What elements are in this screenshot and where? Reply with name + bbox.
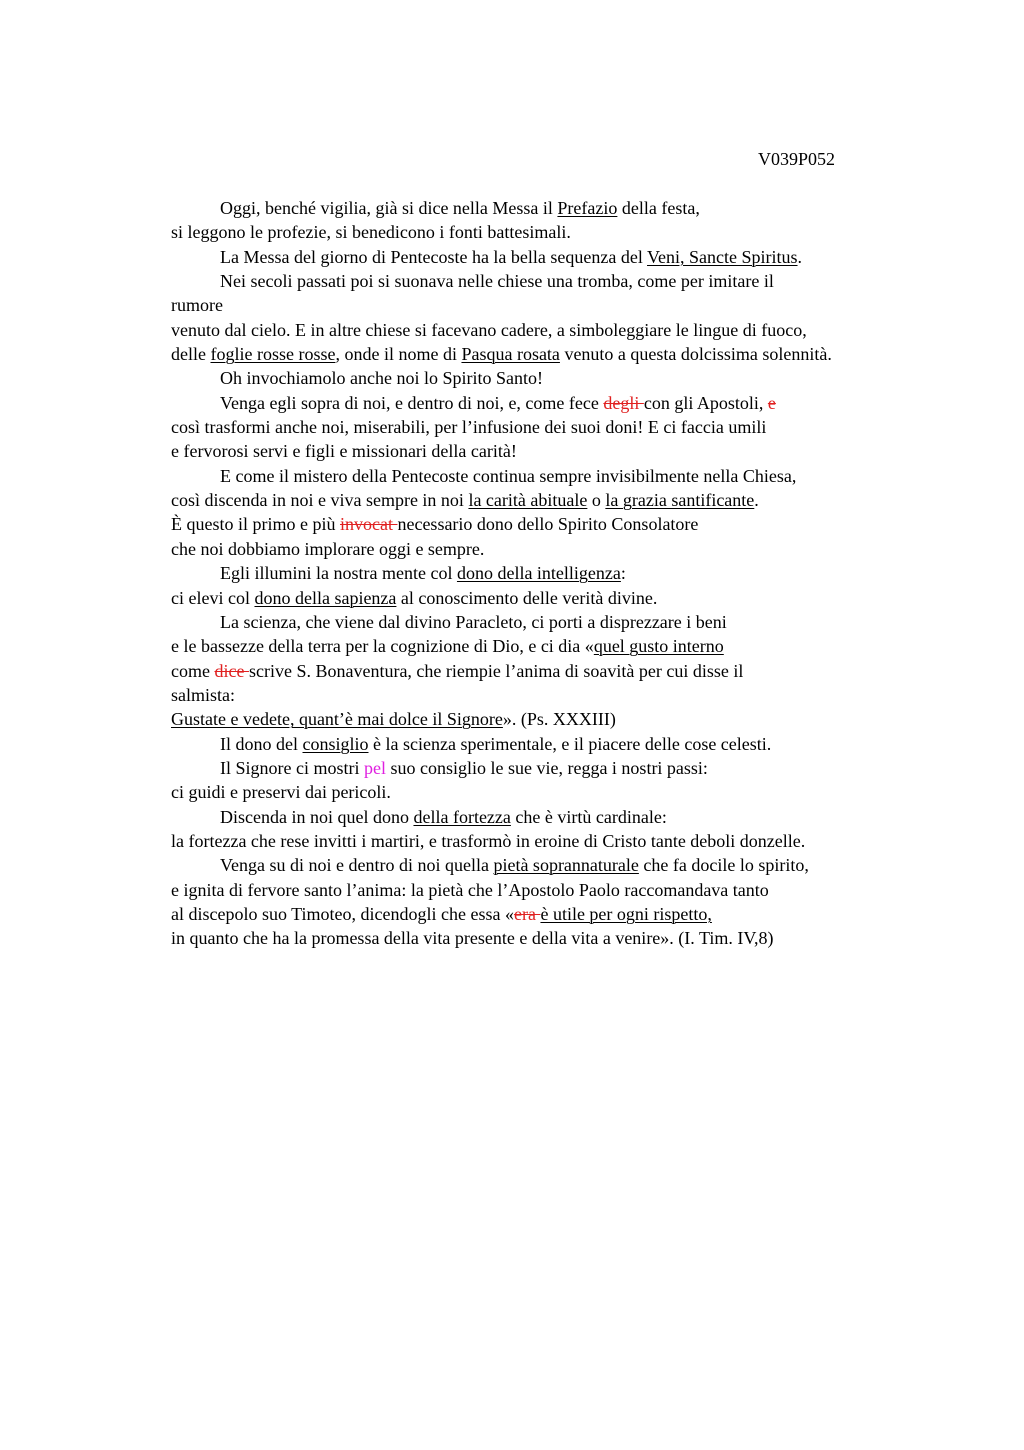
text-line	[171, 805, 971, 829]
text-line	[171, 439, 971, 463]
text-line	[171, 926, 971, 950]
text-segment: Venga egli sopra di noi, e dentro di noi, e, come fece	[220, 392, 604, 413]
text-segment: .	[797, 246, 803, 267]
text-segment: ». (Ps. XXXIII)	[502, 709, 616, 730]
text-segment: ci elevi col	[171, 587, 255, 608]
text-line	[171, 756, 971, 780]
text-line	[171, 561, 971, 585]
underlined-text: dono della intelligenza	[456, 563, 621, 584]
text-segment: Egli illumini la nostra mente col	[220, 563, 457, 584]
text-segment: al conoscimento delle verità divine.	[396, 587, 658, 608]
text-segment: che fa docile lo spirito,	[638, 855, 809, 876]
deleted-text: degli	[603, 392, 644, 413]
text-segment: scrive S. Bonaventura, che riempie l’anima di soavità per cui disse il	[248, 660, 744, 681]
underlined-text: Veni, Sancte Spiritus	[647, 246, 798, 267]
deleted-text: era	[513, 903, 541, 924]
inserted-text: pel	[363, 757, 386, 778]
text-segment: così discenda in noi e viva sempre in noi	[171, 490, 469, 511]
text-line	[171, 196, 971, 220]
text-segment: al discepolo suo Timoteo, dicendogli che essa «	[171, 903, 514, 924]
text-segment: come	[171, 660, 215, 681]
text-line	[171, 318, 971, 342]
text-segment: Venga su di noi e dentro di noi quella	[220, 855, 494, 876]
text-segment: che è virtù cardinale:	[510, 806, 667, 827]
underlined-text: Gustate e vedete, quant’è mai dolce il Signore	[171, 709, 503, 730]
underlined-text: dono della sapienza	[254, 587, 397, 608]
text-segment: necessario dono dello Spirito Consolatore	[397, 514, 699, 535]
page-identifier: V039P052	[758, 149, 836, 169]
deleted-text: invocat	[339, 514, 398, 535]
text-segment: ci guidi e preservi dai pericoli.	[171, 782, 391, 803]
text-line	[171, 464, 971, 488]
text-line	[171, 878, 971, 902]
deleted-text: e	[767, 392, 776, 413]
text-segment: o	[587, 490, 606, 511]
underlined-text: Pasqua rosata	[461, 344, 560, 365]
underlined-text: è utile per ogni rispetto,	[540, 903, 712, 924]
underlined-text: foglie rosse rosse	[210, 344, 336, 365]
text-line	[171, 293, 971, 317]
text-segment: Oggi, benché vigilia, già si dice nella Messa il	[220, 198, 558, 218]
text-line	[171, 342, 971, 366]
text-line	[171, 659, 971, 683]
text-segment: in quanto che ha la promessa della vita presente e della vita a venire». (I. Tim. IV,8)	[171, 928, 774, 949]
text-line	[171, 634, 971, 658]
text-segment: è la scienza sperimentale, e il piacere delle cose celesti.	[368, 733, 772, 754]
text-segment: e ignita di fervore santo l’anima: la pietà che l’Apostolo Paolo raccomandava tanto	[171, 879, 769, 900]
text-line	[171, 269, 971, 293]
text-line	[171, 683, 971, 707]
text-line	[171, 415, 971, 439]
underlined-text: la grazia santificante	[605, 490, 755, 511]
text-line	[171, 780, 971, 804]
text-line	[171, 610, 971, 634]
text-segment: venuto dal cielo. E in altre chiese si facevano cadere, a simboleggiare le lingue di fuoco,	[171, 319, 807, 340]
text-line	[171, 707, 971, 731]
text-segment: rumore	[171, 295, 223, 316]
text-segment: che noi dobbiamo implorare oggi e sempre.	[171, 538, 485, 559]
text-segment: E come il mistero della Pentecoste continua sempre invisibilmente nella Chiesa,	[220, 465, 797, 486]
underlined-text: consiglio	[302, 733, 369, 754]
text-segment: venuto a questa dolcissima solennità.	[559, 344, 832, 365]
text-line	[171, 391, 971, 415]
text-segment: La Messa del giorno di Pentecoste ha la bella sequenza del	[220, 246, 648, 267]
text-line	[171, 366, 971, 390]
text-line	[171, 853, 971, 877]
text-segment: La scienza, che viene dal divino Paracleto, ci porti a disprezzare i beni	[220, 611, 727, 632]
text-line	[171, 220, 971, 244]
deleted-text: dice	[214, 660, 249, 681]
text-segment: Discenda in noi quel dono	[220, 806, 414, 827]
underlined-text: la carità abituale	[468, 490, 588, 511]
text-line	[171, 829, 971, 853]
underlined-text: della fortezza	[413, 806, 511, 827]
text-line	[171, 732, 971, 756]
document-body	[171, 196, 971, 951]
underlined-text: pietà soprannaturale	[493, 855, 639, 876]
text-segment: così trasformi anche noi, miserabili, per l’infusione dei suoi doni! E ci faccia umili	[171, 417, 767, 438]
underlined-text: quel gusto interno	[593, 636, 724, 657]
text-segment: delle	[171, 344, 211, 365]
text-segment: Il Signore ci mostri	[220, 757, 364, 778]
text-line	[171, 245, 971, 269]
text-line	[171, 902, 971, 926]
text-segment: Oh invochiamolo anche noi lo Spirito Santo!	[220, 368, 543, 389]
text-segment: Il dono del	[220, 733, 303, 754]
text-line	[171, 586, 971, 610]
text-segment: :	[620, 563, 626, 584]
text-segment: si leggono le profezie, si benedicono i fonti battesimali.	[171, 222, 571, 243]
text-segment: È questo il primo e più	[171, 514, 340, 535]
text-segment: suo consiglio le sue vie, regga i nostri passi:	[385, 757, 708, 778]
text-segment: e fervorosi servi e figli e missionari della carità!	[171, 441, 517, 462]
underlined-text: Prefazio	[557, 198, 618, 218]
text-segment: Nei secoli passati poi si suonava nelle chiese una tromba, come per imitare il	[220, 271, 774, 292]
text-line	[171, 537, 971, 561]
text-segment: della festa,	[617, 198, 700, 218]
text-segment: la fortezza che rese invitti i martiri, e trasformò in eroine di Cristo tante deboli donzelle.	[171, 830, 806, 851]
text-line	[171, 488, 971, 512]
text-segment: salmista:	[171, 684, 235, 705]
text-segment: con gli Apostoli,	[643, 392, 768, 413]
text-line	[171, 512, 971, 536]
text-segment: .	[754, 490, 759, 511]
text-segment: , onde il nome di	[335, 344, 462, 365]
text-segment: e le bassezze della terra per la cognizione di Dio, e ci dia «	[171, 636, 594, 657]
